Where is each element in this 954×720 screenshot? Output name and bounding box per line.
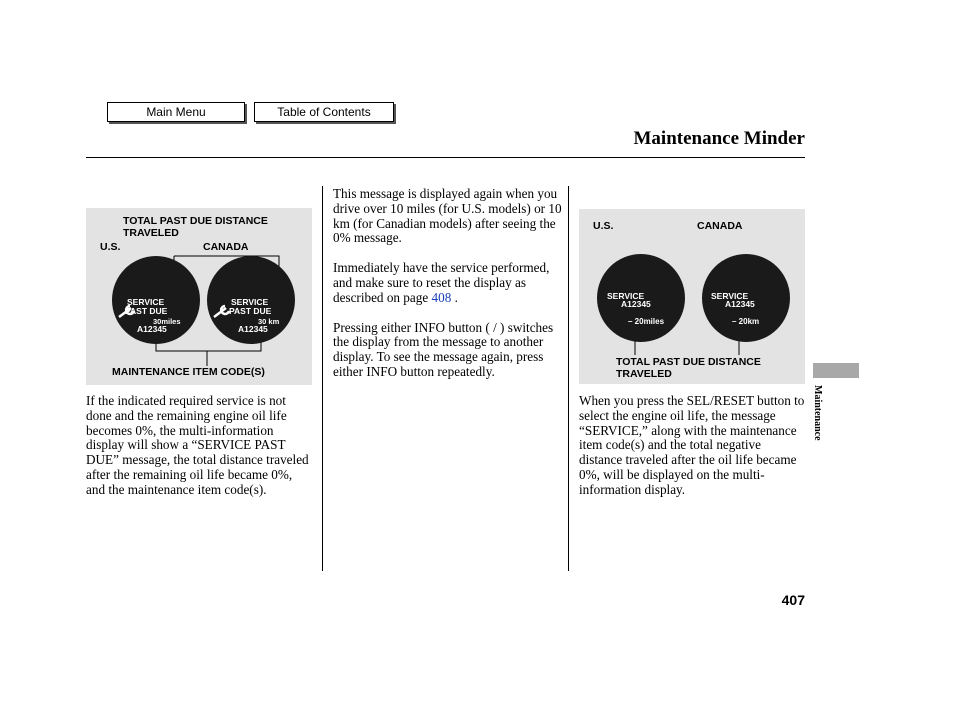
figure-service-panel <box>579 209 805 384</box>
display-us-code: A12345 <box>137 324 167 334</box>
display2-ca-code: A12345 <box>725 299 755 309</box>
figure-past-due-diagram <box>86 208 312 385</box>
page-408-link[interactable]: 408 <box>431 289 452 305</box>
page-number: 407 <box>781 592 805 608</box>
figure2-label-distance-2: TRAVELED <box>616 368 672 380</box>
display-ca-distance: 30 km <box>258 317 280 326</box>
col2-text <box>333 187 563 395</box>
display-ca-line2: PAST DUE <box>229 306 272 316</box>
col2-paragraph-2-text: Immediately have the service performed, and make sure to reset the display as described on page <box>333 260 550 305</box>
column-divider-1 <box>322 186 323 571</box>
col2-paragraph-1: This message is displayed again when you drive over 10 miles (for U.S. models) or 10 km (for Canadian models) after seeing the 0% message. <box>333 186 562 246</box>
section-tab-marker <box>813 363 859 378</box>
display2-ca-line1: SERVICE <box>711 291 749 301</box>
display-us-line2: PAST DUE <box>125 306 168 316</box>
display2-us-line1: SERVICE <box>607 291 645 301</box>
display2-us-distance: – 20miles <box>628 317 665 326</box>
figure-label-item-code: MAINTENANCE ITEM CODE(S) <box>112 366 265 378</box>
display2-ca-distance: – 20km <box>732 317 760 326</box>
col1-text <box>86 394 314 513</box>
figure-label-canada: CANADA <box>203 241 249 253</box>
figure2-label-us: U.S. <box>593 220 614 232</box>
col3-text <box>579 394 807 513</box>
display-ca-code: A12345 <box>238 324 268 334</box>
col3-paragraph: When you press the SEL/RESET button to select the engine oil life, the message “SERVICE,” along with the maintenance item code(s) and the total negative distance traveled after the oil life became 0%, will be displayed on the multi-information display. <box>579 393 805 497</box>
figure-label-distance-2: TRAVELED <box>123 227 179 239</box>
header-rule <box>86 157 805 158</box>
display-ca-line1: SERVICE <box>231 297 269 307</box>
col2-paragraph-2 <box>333 261 563 305</box>
column-divider-2 <box>568 186 569 571</box>
figure-label-distance-1: TOTAL PAST DUE DISTANCE <box>123 215 268 227</box>
table-of-contents-button[interactable]: Table of Contents <box>254 102 394 122</box>
display-us-distance: 30miles <box>153 317 181 326</box>
figure2-label-canada: CANADA <box>697 220 743 232</box>
display-us-line1: SERVICE <box>127 297 165 307</box>
section-label: Maintenance <box>812 385 823 441</box>
main-menu-button[interactable]: Main Menu <box>107 102 245 122</box>
figure2-label-distance-1: TOTAL PAST DUE DISTANCE <box>616 356 761 368</box>
figure-past-due-panel <box>86 208 312 385</box>
page-title: Maintenance Minder <box>633 128 805 149</box>
figure-label-us: U.S. <box>100 241 121 253</box>
col1-paragraph: If the indicated required service is not done and the remaining engine oil life becomes 0%, the multi-information display will show a “SERVICE PAST DUE” message, the total distance traveled after the remaining oil life became 0%, and the maintenance item code(s). <box>86 393 309 497</box>
col2-paragraph-3: Pressing either INFO button ( / ) switches the display from the message to another display. To see the message again, press either INFO button repeatedly. <box>333 319 554 379</box>
display2-us-code: A12345 <box>621 299 651 309</box>
col2-paragraph-2-end: . <box>451 289 458 305</box>
